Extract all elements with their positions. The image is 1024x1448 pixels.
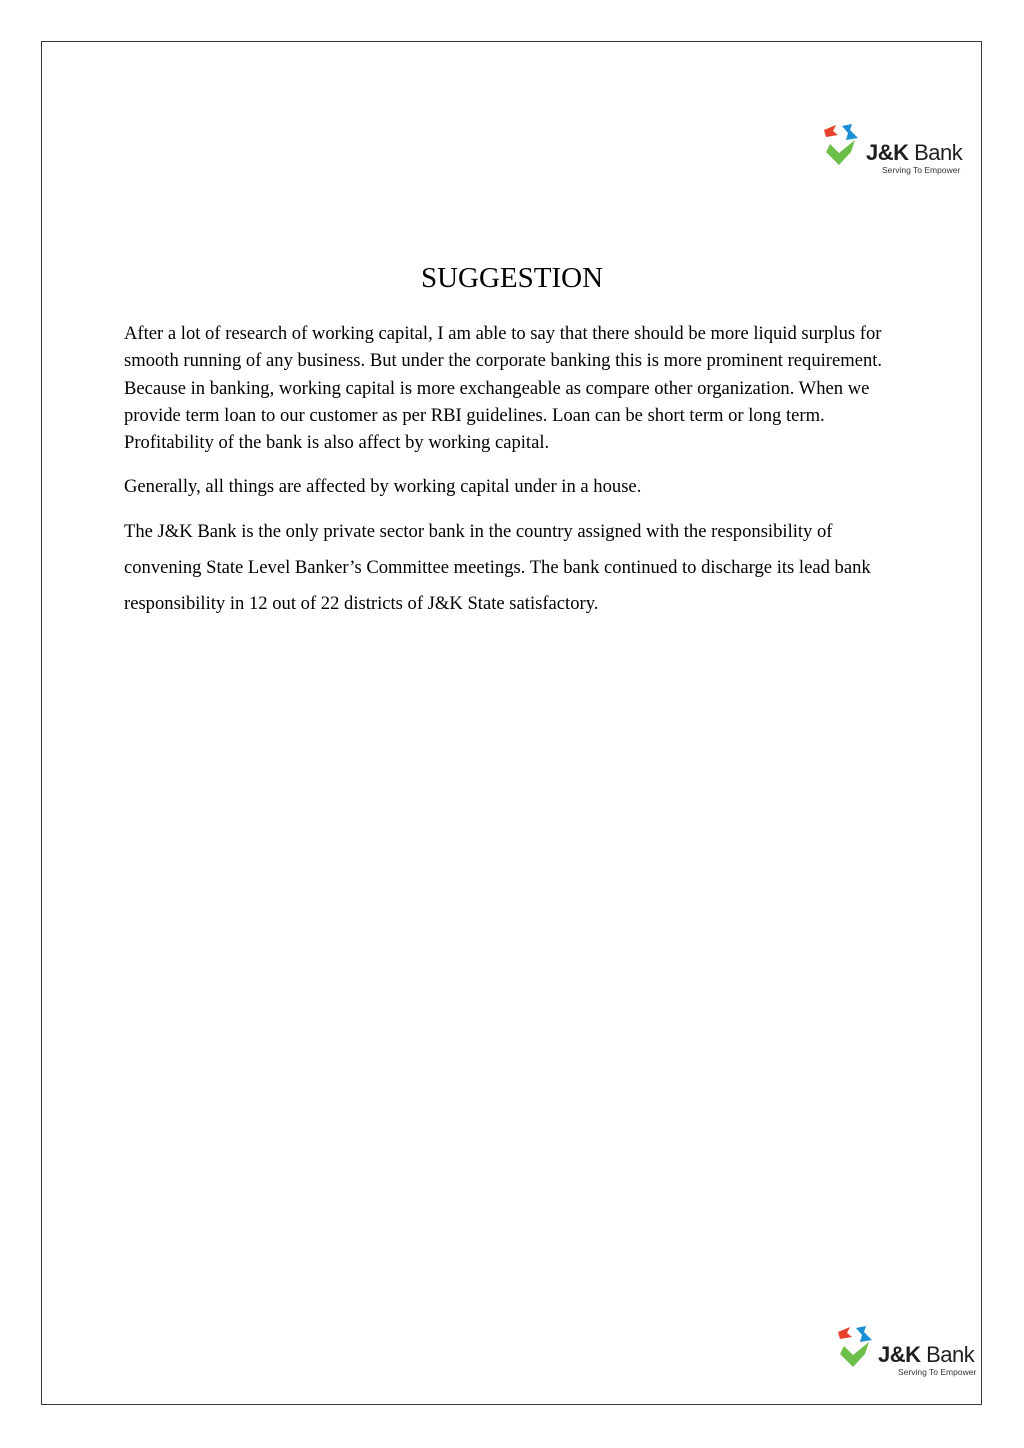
logo-tagline: Serving To Empower — [882, 165, 961, 175]
paragraph: Generally, all things are affected by working capital under in a house. — [124, 476, 642, 498]
paragraph: After a lot of research of working capital, I am able to say that there should be more liquid surplus for smooth running of any business. But under the corporate banking this is more prominent requirement. Because in banking, working capital is more exchangeable as compare other organization. When we provide term loan to our customer as per RBI guidelines. Loan can be short term or long term. Profitability of the bank is also affect by working capital. — [124, 323, 883, 454]
paragraph: The J&K Bank is the only private sector bank in the country assigned with the responsibility of convening State Level Banker’s Committee meetings. The bank continued to discharge its lead bank responsibility in 12 out of 22 districts of J&K State satisfactory. — [124, 520, 871, 614]
jk-bank-logo-icon — [822, 122, 866, 170]
jk-bank-logo-icon — [836, 1324, 880, 1372]
page-border — [41, 41, 982, 1405]
logo-tagline: Serving To Empower — [898, 1367, 977, 1377]
page-title: SUGGESTION — [420, 262, 604, 294]
logo-brand-name: J&K Bank — [866, 140, 963, 165]
logo-brand-name: J&K Bank — [878, 1342, 975, 1367]
body-text — [124, 320, 904, 622]
